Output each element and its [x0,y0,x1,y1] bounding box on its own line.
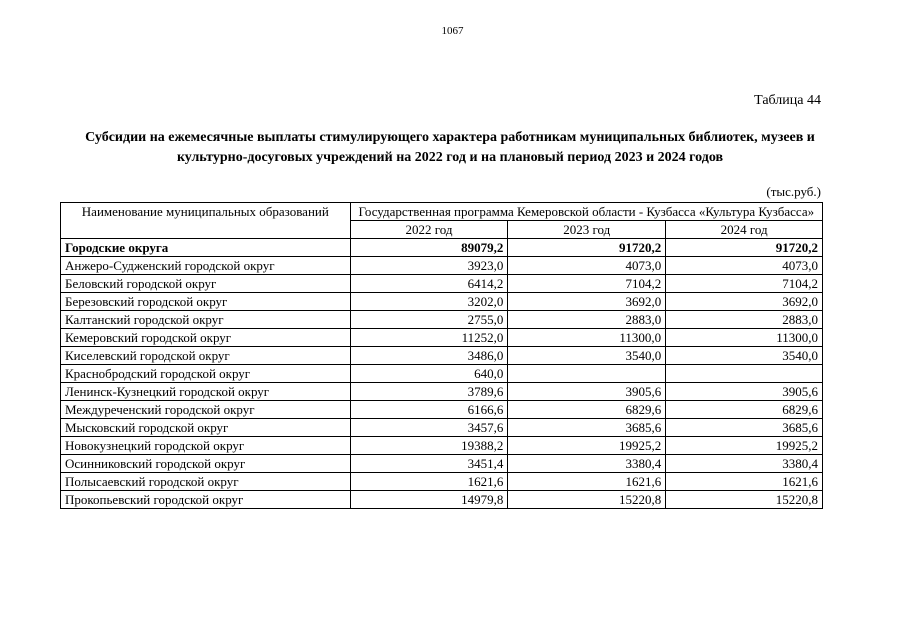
total-2024: 91720,2 [666,239,823,257]
value-2024: 3685,6 [666,419,823,437]
table-row [61,329,823,347]
value-2024: 3380,4 [666,455,823,473]
total-row [61,239,823,257]
value-2024: 3692,0 [666,293,823,311]
table-row [61,293,823,311]
value-2023: 2883,0 [508,311,666,329]
value-2022: 14979,8 [350,491,508,509]
district-name: Осинниковский городской округ [61,455,351,473]
heading-line-2: культурно-досуговых учреждений на 2022 год и на плановый период 2023 и 2024 годов [176,150,724,165]
total-2022: 89079,2 [350,239,508,257]
subsidy-table [60,202,823,509]
value-2023: 15220,8 [508,491,666,509]
value-2024: 7104,2 [666,275,823,293]
column-header-2024: 2024 год [666,221,823,239]
district-name: Мысковский городской округ [61,419,351,437]
district-name: Прокопьевский городской округ [61,491,351,509]
value-2024: 15220,8 [666,491,823,509]
table-row [61,383,823,401]
district-name: Киселевский городской округ [61,347,351,365]
value-2022: 3486,0 [350,347,508,365]
value-2022: 2755,0 [350,311,508,329]
column-header-name: Наименование муниципальных образований [61,203,351,239]
value-2023: 11300,0 [508,329,666,347]
table-row [61,437,823,455]
value-2022: 3923,0 [350,257,508,275]
value-2024 [666,365,823,383]
table-row [61,473,823,491]
value-2024: 4073,0 [666,257,823,275]
district-name: Анжеро-Судженский городской округ [61,257,351,275]
value-2022: 19388,2 [350,437,508,455]
value-2022: 3451,4 [350,455,508,473]
district-name: Краснобродский городской округ [61,365,351,383]
district-name: Беловский городской округ [61,275,351,293]
column-header-2023: 2023 год [508,221,666,239]
table-heading [60,128,840,168]
table-row [61,347,823,365]
value-2024: 3905,6 [666,383,823,401]
value-2022: 3202,0 [350,293,508,311]
value-2023: 3692,0 [508,293,666,311]
value-2023 [508,365,666,383]
value-2023: 19925,2 [508,437,666,455]
value-2024: 2883,0 [666,311,823,329]
value-2022: 3789,6 [350,383,508,401]
value-2023: 1621,6 [508,473,666,491]
value-2023: 3905,6 [508,383,666,401]
total-2023: 91720,2 [508,239,666,257]
header-row [61,203,823,221]
value-2024: 6829,6 [666,401,823,419]
table-row [61,401,823,419]
value-2023: 6829,6 [508,401,666,419]
value-2022: 3457,6 [350,419,508,437]
district-name: Полысаевский городской округ [61,473,351,491]
column-header-2022: 2022 год [350,221,508,239]
column-header-program: Государственная программа Кемеровской области - Кузбасса «Культура Кузбасса» [350,203,822,221]
table-row [61,257,823,275]
district-name: Новокузнецкий городской округ [61,437,351,455]
value-2022: 6414,2 [350,275,508,293]
value-2024: 1621,6 [666,473,823,491]
table-row [61,311,823,329]
value-2023: 7104,2 [508,275,666,293]
value-2024: 11300,0 [666,329,823,347]
value-2022: 6166,6 [350,401,508,419]
total-name: Городские округа [61,239,351,257]
district-name: Кемеровский городской округ [61,329,351,347]
value-2023: 3685,6 [508,419,666,437]
value-2023: 3380,4 [508,455,666,473]
value-2023: 4073,0 [508,257,666,275]
district-name: Березовский городской округ [61,293,351,311]
table-row [61,275,823,293]
value-2022: 640,0 [350,365,508,383]
district-name: Ленинск-Кузнецкий городской округ [61,383,351,401]
district-name: Междуреченский городской округ [61,401,351,419]
table-label: Таблица 44 [754,93,821,108]
value-2024: 3540,0 [666,347,823,365]
value-2022: 11252,0 [350,329,508,347]
value-2022: 1621,6 [350,473,508,491]
table-row [61,419,823,437]
value-2023: 3540,0 [508,347,666,365]
table-row [61,365,823,383]
value-2024: 19925,2 [666,437,823,455]
page-number: 1067 [441,25,464,37]
heading-line-1: Субсидии на ежемесячные выплаты стимулирующего характера работникам муниципальных библиотек, музеев и [85,130,815,145]
units-label: (тыс.руб.) [766,184,821,199]
table-row [61,491,823,509]
table-row [61,455,823,473]
district-name: Калтанский городской округ [61,311,351,329]
